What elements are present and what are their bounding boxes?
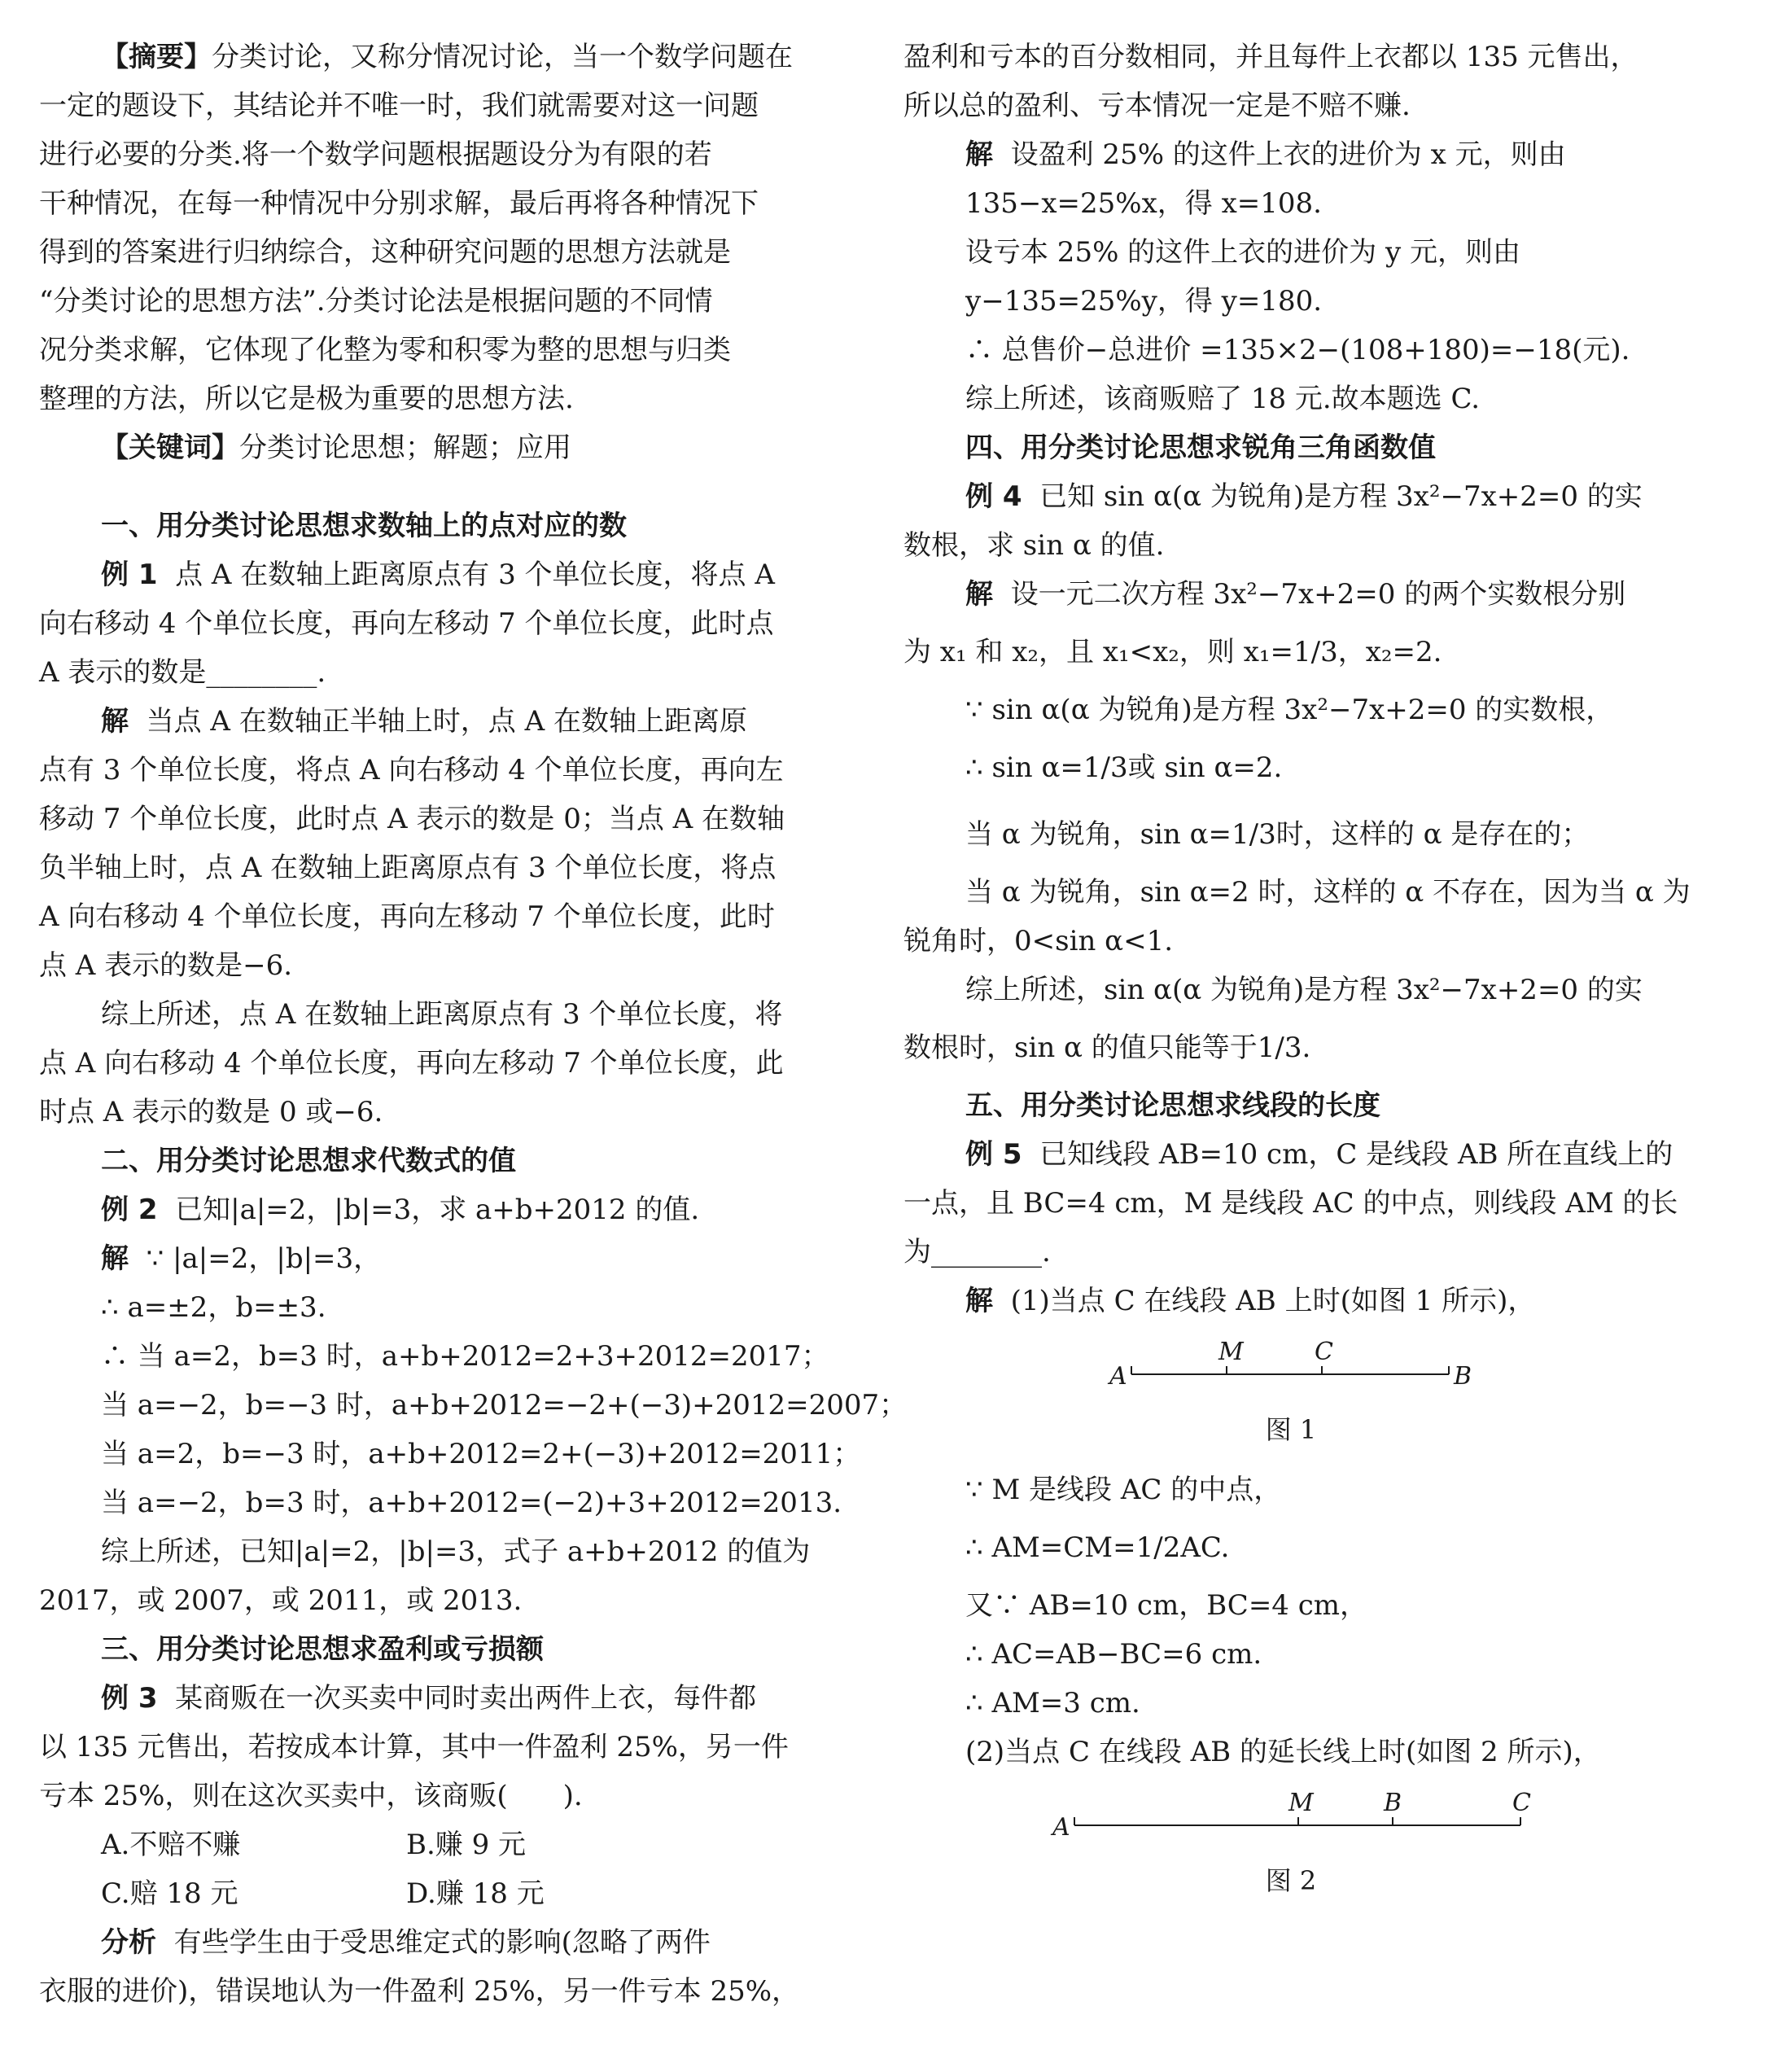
solution-5-line: 又∵ AB=10 cm，BC=4 cm， xyxy=(965,1589,1368,1622)
right-column xyxy=(903,33,1691,1903)
keywords-label: 【关键词】 xyxy=(101,431,239,464)
options-row xyxy=(39,1820,814,1869)
example-1-line: 例 1 点 A 在数轴上距离原点有 3 个单位长度，将点 A xyxy=(101,559,775,591)
left-column xyxy=(39,33,908,2016)
abstract-line: 一定的题设下，其结论并不唯一时，我们就需要对这一问题 xyxy=(39,90,759,122)
abstract-line: 【摘要】分类讨论，又称分情况讨论，当一个数学问题在 xyxy=(101,41,793,73)
continuation-line: 盈利和亏本的百分数相同，并且每件上衣都以 135 元售出， xyxy=(903,41,1638,73)
option-a: A.不赔不赚 xyxy=(101,1829,241,1861)
solution-2-line: ∴ a=±2，b=±3. xyxy=(101,1291,326,1324)
solution-4-line: ∵ sin α(α 为锐角)是方程 3x²−7x+2=0 的实数根， xyxy=(965,694,1614,726)
section-5-title: 五、用分类讨论思想求线段的长度 xyxy=(965,1089,1380,1122)
solution-5-line: ∵ M 是线段 AC 的中点， xyxy=(965,1474,1282,1506)
solution-3-line: 设亏本 25% 的这件上衣的进价为 y 元，则由 xyxy=(965,236,1521,269)
solution-5-line: 解 (1)当点 C 在线段 AB 上时(如图 1 所示)， xyxy=(965,1285,1536,1317)
example-1-line: 向右移动 4 个单位长度，再向左移动 7 个单位长度，此时点 xyxy=(39,607,774,640)
abstract-line: 得到的答案进行归纳综合，这种研究问题的思想方法就是 xyxy=(39,236,731,269)
section-2-title: 二、用分类讨论思想求代数式的值 xyxy=(101,1145,516,1177)
solution-4-line: 解 设一元二次方程 3x²−7x+2=0 的两个实数根分别 xyxy=(965,578,1626,611)
solution-3-line: ∴ 总售价−总进价 =135×2−(108+180)=−18(元). xyxy=(965,334,1630,366)
solution-5-line: ∴ AM=CM=1/2AC. xyxy=(965,1531,1230,1564)
section-4-title: 四、用分类讨论思想求锐角三角函数值 xyxy=(965,431,1436,464)
keywords-text: 分类讨论思想；解题；应用 xyxy=(239,431,571,464)
example-3-line: 以 135 元售出，若按成本计算，其中一件盈利 25%，另一件 xyxy=(39,1731,789,1763)
solution-1-label: 解 xyxy=(101,705,129,738)
summary-1-line: 时点 A 表示的数是 0 或−6. xyxy=(39,1096,383,1128)
solution-4-label: 解 xyxy=(965,578,993,611)
solution-2-line: 当 a=−2，b=3 时，a+b+2012=(−2)+3+2012=2013. xyxy=(101,1487,842,1519)
example-3-line: 亏本 25%，则在这次买卖中，该商贩( ). xyxy=(39,1780,583,1812)
keywords xyxy=(39,423,814,472)
solution-1-line: 点有 3 个单位长度，将点 A 向右移动 4 个单位长度，再向左 xyxy=(39,754,784,786)
continuation-line: 所以总的盈利、亏本情况一定是不赔不赚. xyxy=(903,90,1411,122)
solution-3-line: 综上所述，该商贩赔了 18 元.故本题选 C. xyxy=(965,383,1481,415)
example-2-line: 例 2 已知|a|=2，|b|=3，求 a+b+2012 的值. xyxy=(101,1194,700,1226)
solution-1-line: 负半轴上时，点 A 在数轴上距离原点有 3 个单位长度，将点 xyxy=(39,852,777,884)
example-5-line: 为________. xyxy=(903,1236,1051,1268)
figure-1-caption: 图 1 xyxy=(1265,1414,1317,1445)
option-d: D.赚 18 元 xyxy=(406,1877,545,1910)
label-m: M xyxy=(1288,1789,1314,1817)
abstract-label: 【摘要】 xyxy=(101,41,212,73)
label-m: M xyxy=(1218,1338,1244,1366)
label-b: B xyxy=(1384,1789,1402,1817)
solution-5-line: ∴ AM=3 cm. xyxy=(965,1687,1140,1719)
solution-1-line: 移动 7 个单位长度，此时点 A 表示的数是 0；当点 A 在数轴 xyxy=(39,803,785,835)
solution-3-line: 解 设盈利 25% 的这件上衣的进价为 x 元，则由 xyxy=(965,138,1566,171)
figure-1-diagram xyxy=(903,1325,1678,1407)
solution-4-line: ∴ sin α=1/3或 sin α=2. xyxy=(965,751,1283,784)
analysis-label: 分析 xyxy=(101,1926,156,1959)
solution-1-line: A 向右移动 4 个单位长度，再向左移动 7 个单位长度，此时 xyxy=(39,900,775,933)
solution-4-line: 锐角时，0<sin α<1. xyxy=(903,925,1174,957)
label-a: A xyxy=(1109,1362,1127,1391)
solution-5-label: 解 xyxy=(965,1285,993,1317)
figure-2-caption: 图 2 xyxy=(1265,1865,1317,1896)
figure-2 xyxy=(903,1776,1678,1858)
example-5-line: 一点，且 BC=4 cm，M 是线段 AC 的中点，则线段 AM 的长 xyxy=(903,1187,1678,1220)
figure-1 xyxy=(903,1325,1678,1407)
example-4-line: 数根，求 sin α 的值. xyxy=(903,529,1165,562)
solution-5-line: ∴ AC=AB−BC=6 cm. xyxy=(965,1638,1262,1671)
summary-1-line: 点 A 向右移动 4 个单位长度，再向左移动 7 个单位长度，此 xyxy=(39,1047,784,1080)
solution-1-line: 解 当点 A 在数轴正半轴上时，点 A 在数轴上距离原 xyxy=(101,705,747,738)
label-b: B xyxy=(1454,1362,1472,1391)
solution-2-line: 解 ∵ |a|=2，|b|=3， xyxy=(101,1242,382,1275)
analysis-line: 分析 有些学生由于受思维定式的影响(忽略了两件 xyxy=(101,1926,711,1959)
solution-3-line: y−135=25%y，得 y=180. xyxy=(965,285,1323,318)
solution-4-line: 当 α 为锐角，sin α=2 时，这样的 α 不存在，因为当 α 为 xyxy=(965,876,1691,909)
example-5-line: 例 5 已知线段 AB=10 cm，C 是线段 AB 所在直线上的 xyxy=(965,1138,1673,1171)
solution-2-line: ∴ 当 a=2，b=3 时，a+b+2012=2+3+2012=2017； xyxy=(101,1340,829,1373)
summary-2-line: 2017，或 2007，或 2011，或 2013. xyxy=(39,1584,523,1617)
solution-2-line: 当 a=2，b=−3 时，a+b+2012=2+(−3)+2012=2011； xyxy=(101,1438,861,1470)
abstract-line: “分类讨论的思想方法”.分类讨论法是根据问题的不同情 xyxy=(39,285,713,318)
solution-2-label: 解 xyxy=(101,1242,129,1275)
solution-4-line: 当 α 为锐角，sin α=1/3时，这样的 α 是存在的； xyxy=(965,818,1590,851)
analysis-line: 衣服的进价)，错误地认为一件盈利 25%，另一件亏本 25%， xyxy=(39,1975,800,2008)
label-c: C xyxy=(1315,1338,1333,1366)
example-2-label: 例 2 xyxy=(101,1194,158,1226)
summary-2-line: 综上所述，已知|a|=2，|b|=3，式子 a+b+2012 的值为 xyxy=(101,1535,811,1568)
options-row xyxy=(39,1869,814,1918)
abstract-line: 进行必要的分类.将一个数学问题根据题设分为有限的若 xyxy=(39,138,712,171)
solution-3-line: 135−x=25%x，得 x=108. xyxy=(965,187,1322,220)
example-5-label: 例 5 xyxy=(965,1138,1022,1171)
solution-5-line: (2)当点 C 在线段 AB 的延长线上时(如图 2 所示)， xyxy=(965,1736,1601,1768)
label-c: C xyxy=(1512,1789,1531,1817)
abstract-line: 干种情况，在每一种情况中分别求解，最后再将各种情况下 xyxy=(39,187,759,220)
example-1-line: A 表示的数是________. xyxy=(39,656,326,689)
example-3-label: 例 3 xyxy=(101,1682,158,1715)
option-c: C.赔 18 元 xyxy=(101,1877,238,1910)
solution-4-line: 数根时，sin α 的值只能等于1/3. xyxy=(903,1032,1311,1064)
abstract-line: 整理的方法，所以它是极为重要的思想方法. xyxy=(39,383,574,415)
example-3-line: 例 3 某商贩在一次买卖中同时卖出两件上衣，每件都 xyxy=(101,1682,757,1715)
example-4-line: 例 4 已知 sin α(α 为锐角)是方程 3x²−7x+2=0 的实 xyxy=(965,480,1643,513)
solution-1-line: 点 A 表示的数是−6. xyxy=(39,949,293,982)
example-4-label: 例 4 xyxy=(965,480,1022,513)
example-1-label: 例 1 xyxy=(101,559,158,591)
solution-2-line: 当 a=−2，b=−3 时，a+b+2012=−2+(−3)+2012=2007； xyxy=(101,1389,908,1421)
solution-4-line: 综上所述，sin α(α 为锐角)是方程 3x²−7x+2=0 的实 xyxy=(965,974,1643,1006)
solution-4-line: 为 x₁ 和 x₂，且 x₁<x₂，则 x₁=1/3，x₂=2. xyxy=(903,636,1442,668)
summary-1-line: 综上所述，点 A 在数轴上距离原点有 3 个单位长度，将 xyxy=(101,998,783,1031)
abstract-line: 况分类求解，它体现了化整为零和积零为整的思想与归类 xyxy=(39,334,731,366)
section-1-title: 一、用分类讨论思想求数轴上的点对应的数 xyxy=(101,510,627,542)
figure-2-diagram xyxy=(903,1776,1678,1858)
solution-3-label: 解 xyxy=(965,138,993,171)
label-a: A xyxy=(1052,1813,1070,1842)
section-3-title: 三、用分类讨论思想求盈利或亏损额 xyxy=(101,1633,544,1666)
option-b: B.赚 9 元 xyxy=(406,1829,527,1861)
